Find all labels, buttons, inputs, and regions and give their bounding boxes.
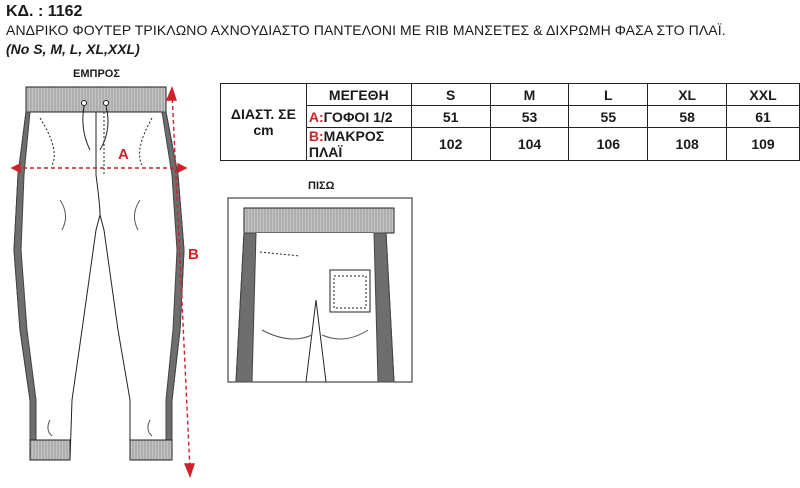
front-view-label: ΕΜΠΡΟΣ <box>73 68 120 80</box>
back-waistband <box>244 208 394 233</box>
hip-row-label: A:ΓΟΦΟΙ 1/2 <box>306 106 411 128</box>
front-pants-outline <box>14 112 184 460</box>
length-arrow-top <box>167 88 176 100</box>
front-pants-drawing <box>14 87 184 460</box>
length-arrow-bottom <box>185 464 194 476</box>
hip-row-marker: A: <box>308 108 324 125</box>
length-value-l: 106 <box>569 128 648 161</box>
available-sizes: (No S, M, L, XL,XXL) <box>6 41 140 57</box>
front-right-cuff <box>130 440 172 460</box>
length-row <box>221 128 800 161</box>
size-header-xl: XL <box>648 84 727 106</box>
hip-value-s: 51 <box>411 106 490 128</box>
length-marker-label: B <box>188 246 199 263</box>
back-view-label: ΠΙΣΩ <box>308 180 335 192</box>
size-header-s: S <box>411 84 490 106</box>
hip-marker-label: A <box>118 146 129 163</box>
front-drawcord-eyelet <box>82 101 87 106</box>
product-description: ΑΝΔΡΙΚΟ ΦΟΥΤΕΡ ΤΡΙΚΛΩΝΟ ΑΧΝΟΥΔΙΑΣΤΟ ΠΑΝΤΕΛΟΝΙ ΜΕ RIB ΜΑΝΣΕΤΕΣ & ΔΙΧΡΩΜΗ ΦΑΣΑ ΣΤΟ ΠΛΑΪ. <box>6 22 726 38</box>
length-value-xxl: 109 <box>727 128 800 161</box>
size-chart-title: ΜΕΓΕΘΗ <box>306 84 411 106</box>
hip-value-xl: 58 <box>648 106 727 128</box>
back-pants-drawing <box>228 198 412 382</box>
hip-row <box>221 106 800 128</box>
length-row-marker: B: <box>308 128 324 144</box>
length-value-s: 102 <box>411 128 490 161</box>
hip-arrow-right <box>178 164 186 172</box>
length-row-label: B:ΜΑΚΡΟΣ ΠΛΑΪ <box>306 128 411 161</box>
size-header-m: M <box>490 84 569 106</box>
dimension-label: ΔΙΑΣΤ. ΣΕ cm <box>221 84 307 161</box>
front-left-cuff <box>30 440 70 460</box>
hip-value-l: 55 <box>569 106 648 128</box>
hip-value-xxl: 61 <box>727 106 800 128</box>
hip-arrow-left <box>12 164 20 172</box>
length-value-m: 104 <box>490 128 569 161</box>
length-value-xl: 108 <box>648 128 727 161</box>
front-waistband <box>26 87 166 112</box>
size-chart-table <box>220 83 800 161</box>
product-code: ΚΔ. : 1162 <box>6 3 83 20</box>
size-header-row <box>221 84 800 106</box>
size-header-l: L <box>569 84 648 106</box>
hip-value-m: 53 <box>490 106 569 128</box>
size-header-xxl: XXL <box>727 84 800 106</box>
